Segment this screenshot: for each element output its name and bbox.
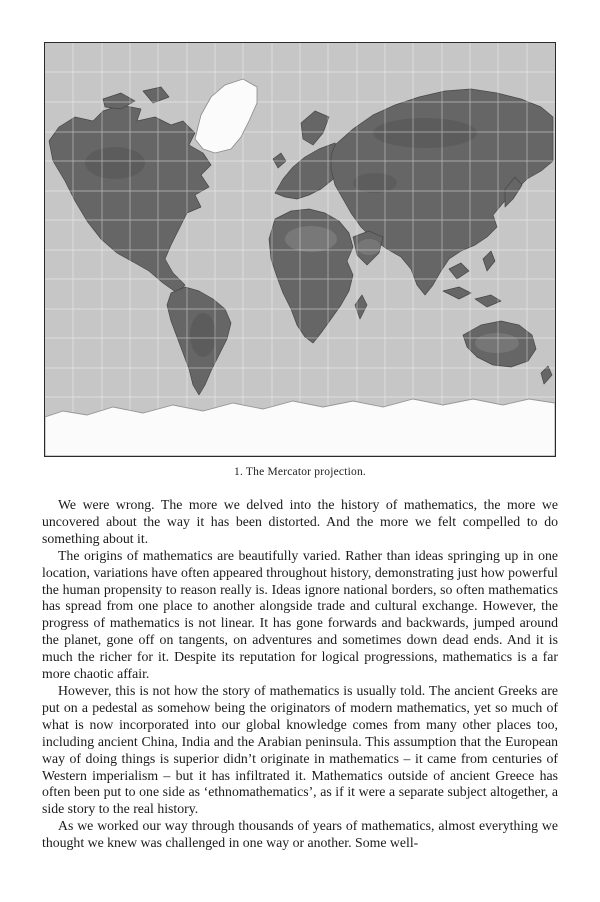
figure-caption: 1. The Mercator projection. (234, 466, 366, 478)
world-map (45, 43, 555, 456)
body-text (42, 497, 558, 852)
map-figure (42, 42, 558, 478)
body-paragraph: As we worked our way through thousands of years of mathematics, almost everything we thought we knew was challenged in one way or another. Some well- (42, 818, 558, 851)
map-frame (44, 42, 556, 457)
body-paragraph: The origins of mathematics are beautifully varied. Rather than ideas springing up in one location, variations have often appeared throughout history, demonstrating just how powerful the human propensity to reason really is. Ideas ignore national borders, so often mathematics has spread from one place to another alongside trade and cultural exchange. However, the progress of mathematics is not linear. It has gone forwards and backwards, jumped around the planet, gone off on tangents, on adventures and sometimes down dead ends. And it is much the richer for it. Despite its reputation for logical progressions, mathematics is a far more chaotic affair. (42, 547, 558, 682)
body-paragraph: We were wrong. The more we delved into the history of mathematics, the more we uncovered about the way it has been distorted. And the more we felt compelled to do something about it. (42, 497, 558, 546)
body-paragraph: However, this is not how the story of mathematics is usually told. The ancient Greeks are put on a pedestal as somehow being the originators of modern mathematics, yet so much of what is now incorporated into our global knowledge comes from many other places too, including ancient China, India and the Arabian peninsula. This assumption that the European way of doing things is superior didn’t originate in mathematics – it came from centuries of Western imperialism – but it has infiltrated it. Mathematics outside of ancient Greece has often been put to one side as ‘ethnomathematics’, as if it were a separate subject altogether, a side story to the real history. (42, 682, 558, 817)
